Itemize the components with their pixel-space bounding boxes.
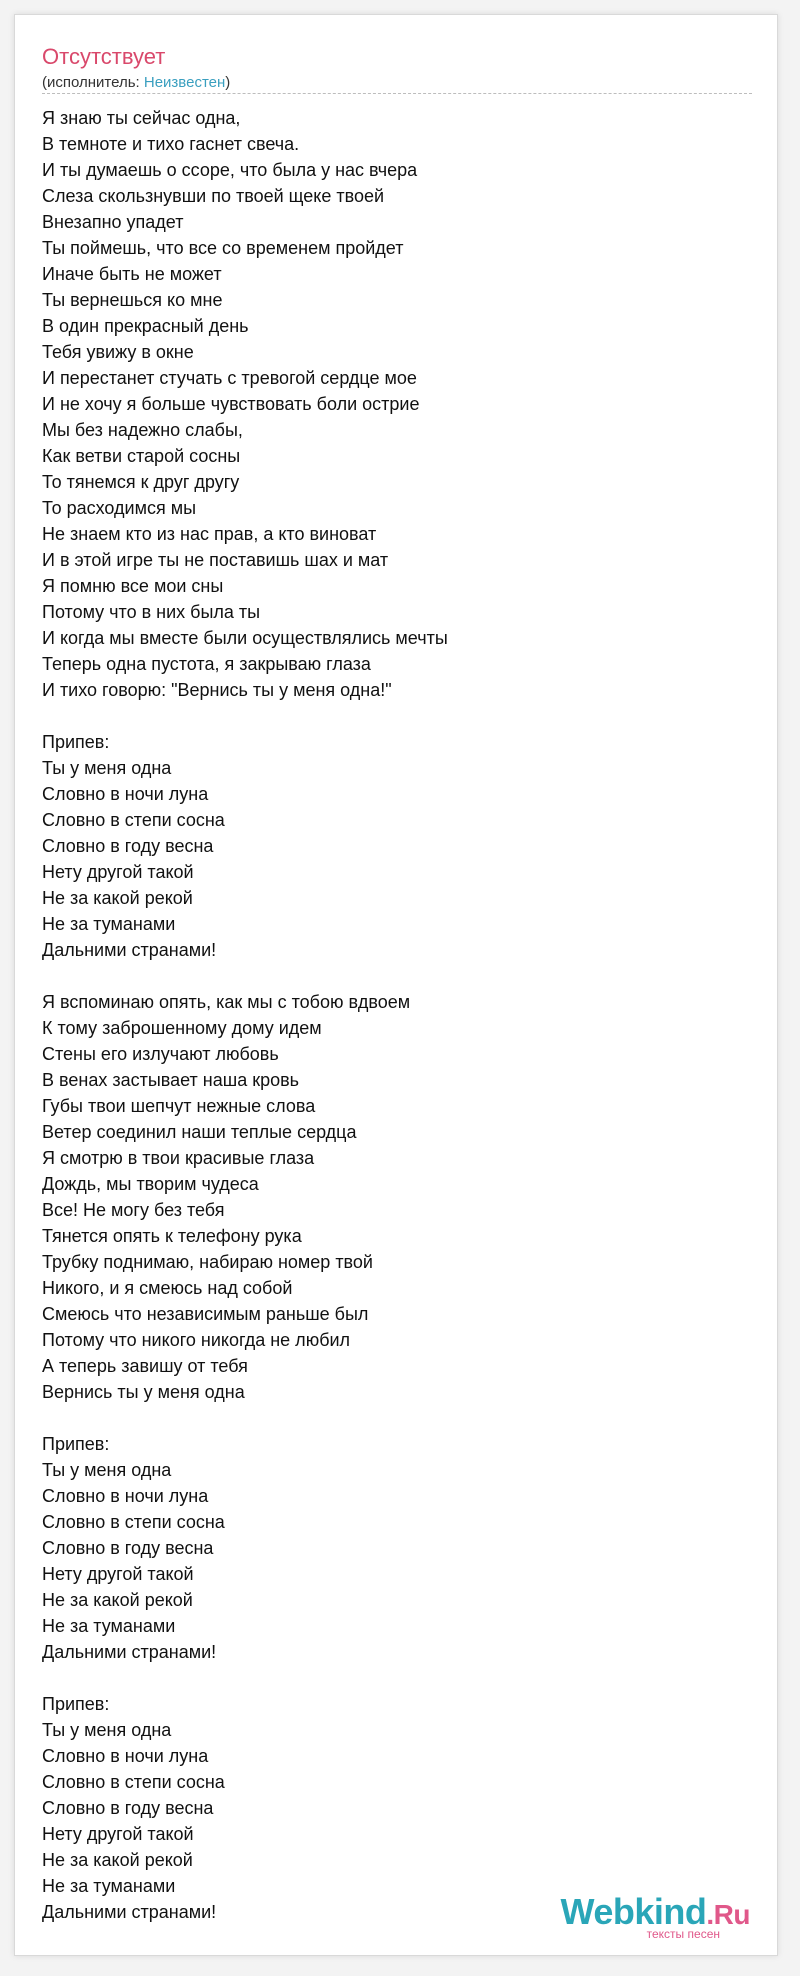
- logo-tagline: тексты песен: [646, 1927, 720, 1941]
- site-logo[interactable]: [550, 1891, 750, 1941]
- byline-suffix: ): [225, 74, 231, 91]
- logo-tld: .Ru: [706, 1899, 750, 1930]
- byline-prefix: (исполнитель:: [42, 74, 144, 91]
- artist-link[interactable]: Неизвестен: [143, 74, 226, 91]
- title-divider: [42, 93, 752, 94]
- lyrics-card: [14, 14, 778, 1956]
- logo-main-text: Webkind: [560, 1891, 707, 1932]
- lyrics-text: Я знаю ты сейчас одна, В темноте и тихо гаснет свеча. И ты думаешь о ссоре, что была у нас вчера Слеза скользнувши по твоей щеке твоей Внезапно упадет Ты поймешь, что все со временем пройдет Иначе быть не может Ты вернешься ко мне В один прекрасный день Тебя увижу в окне И перестанет стучать с тревогой сердце мое И не хочу я больше чувствовать боли острие Мы без надежно слабы, Как ветви старой сосны То тянемся к друг другу То расходимся мы Не знаем кто из нас прав, а кто виноват И в этой игре ты не поставишь шах и мат Я помню все мои сны Потому что в них была ты И когда мы вместе были осуществлялись мечты Теперь одна пустота, я закрываю глаза И тихо говорю: "Вернись ты у меня одна!" Припев: Ты у меня одна Словно в ночи луна Словно в степи сосна Словно в году весна Нету другой такой Не за какой рекой Не за туманами Дальними странами! Я вспоминаю опять, как мы с тобою вдвоем К тому заброшенному дому идем Стены его излучают любовь В венах застывает наша кровь Губы твои шепчут нежные слова Ветер соединил наши теплые сердца Я смотрю в твои красивые глаза Дождь, мы творим чудеса Все! Не могу без тебя Тянется опять к телефону рука Трубку поднимаю, набираю номер твой Никого, и я смеюсь над собой Смеюсь что независимым раньше был Потому что никого никогда не любил А теперь завишу от тебя Вернись ты у меня одна Припев: Ты у меня одна Словно в ночи луна Словно в степи сосна Словно в году весна Нету другой такой Не за какой рекой Не за туманами Дальними странами! Припев: Ты у меня одна Словно в ночи луна Словно в степи сосна Словно в году весна Нету другой такой Не за какой рекой Не за туманами Дальними странами!: [42, 108, 448, 1922]
- artist-byline: [42, 74, 230, 91]
- song-title: Отсутствует: [42, 44, 166, 69]
